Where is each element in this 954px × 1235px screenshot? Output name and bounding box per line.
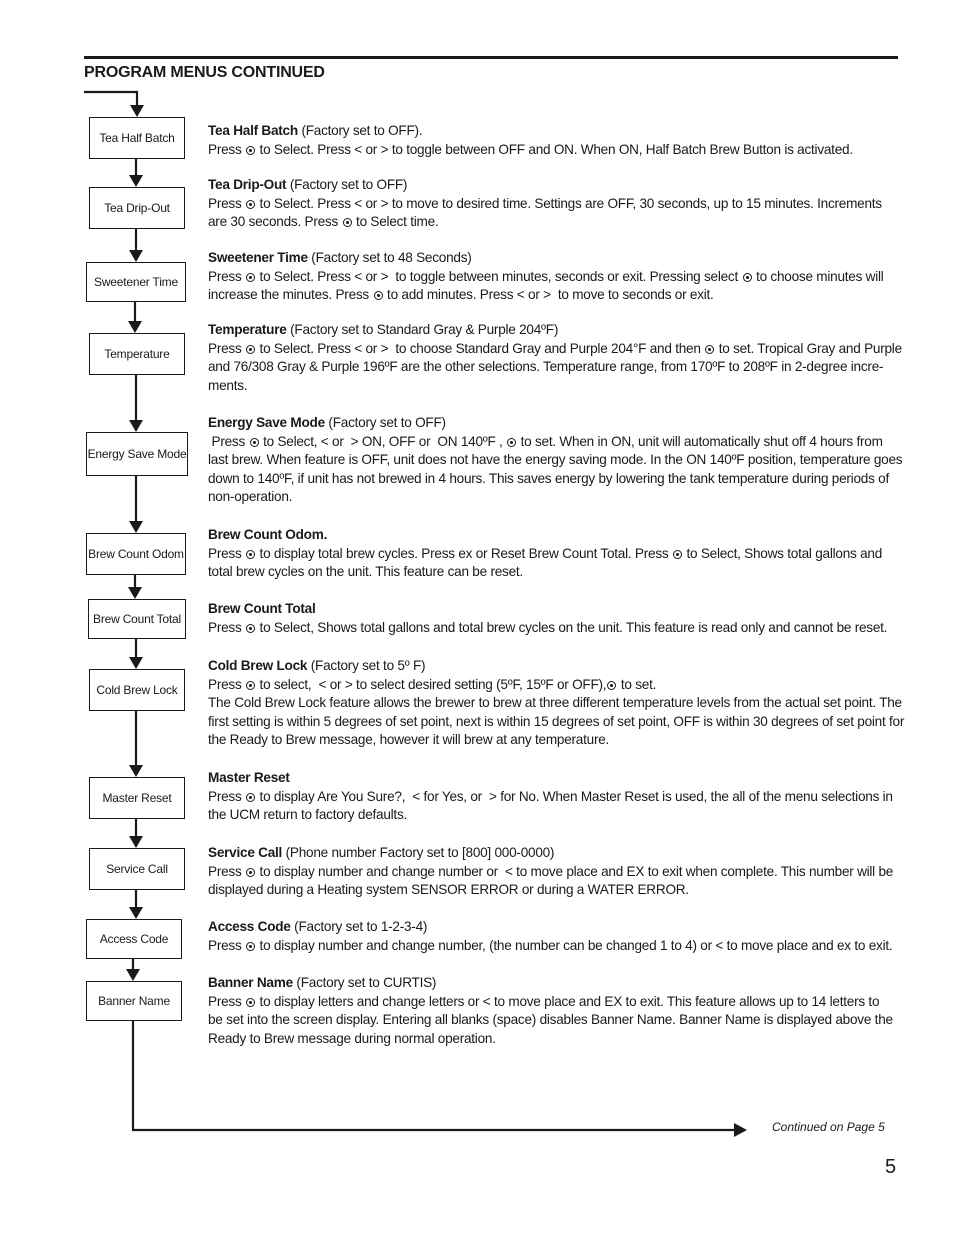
menu-factory-note: (Factory set to OFF)	[328, 415, 446, 430]
menu-heading: Tea Drip-Out	[208, 177, 287, 192]
arrowhead	[129, 521, 143, 533]
arrowhead	[129, 836, 143, 848]
arrowhead	[129, 907, 143, 919]
menu-desc-line: non-operation.	[208, 489, 293, 505]
menu-desc-brew-count-total	[208, 600, 898, 637]
menu-box-temperature: Temperature	[89, 333, 185, 375]
select-button-icon	[673, 550, 682, 559]
menu-desc-line: the UCM return to factory defaults.	[208, 807, 408, 823]
menu-desc-line: displayed during a Heating system SENSOR ERROR or during a WATER ERROR.	[208, 882, 689, 898]
menu-desc-line: Press to Select. Press < or > to toggle between minutes, seconds or exit. Pressing select to choose minutes will	[208, 268, 884, 284]
menu-heading: Access Code	[208, 919, 291, 934]
menu-heading: Tea Half Batch	[208, 123, 298, 138]
menu-heading: Banner Name	[208, 975, 293, 990]
menu-desc-line: ments.	[208, 377, 248, 393]
menu-box-access-code: Access Code	[86, 919, 182, 959]
menu-desc-line: Ready to Brew message during normal operation.	[208, 1030, 496, 1046]
menu-desc-line: The Cold Brew Lock feature allows the brewer to brew at three different temperature levels from the actual set point. The	[208, 695, 902, 711]
menu-desc-tea-half-batch	[208, 122, 898, 159]
select-button-icon	[246, 200, 255, 209]
menu-heading: Temperature	[208, 322, 287, 337]
menu-desc-master-reset	[208, 769, 898, 825]
menu-box-cold-brew-lock: Cold Brew Lock	[89, 669, 185, 711]
arrowhead	[126, 969, 140, 981]
arrowhead	[128, 321, 142, 333]
select-button-icon	[246, 942, 255, 951]
select-button-icon	[246, 550, 255, 559]
arrowhead	[129, 420, 143, 432]
menu-heading: Cold Brew Lock	[208, 658, 308, 673]
arrowhead	[129, 250, 143, 262]
menu-desc-line: be set into the screen display. Entering all blanks (space) disables Banner Name. Banner Name is displayed above the	[208, 1012, 893, 1028]
menu-desc-service-call	[208, 844, 898, 900]
page-title: PROGRAM MENUS CONTINUED	[84, 64, 325, 81]
menu-desc-line: Press to display Are You Sure?, < for Yes, or > for No. When Master Reset is used, the all of the menu selections in	[208, 788, 893, 804]
menu-desc-line: Press to select, < or > to select desired setting (5ºF, 15ºF or OFF), to set.	[208, 676, 657, 692]
select-button-icon	[343, 218, 352, 227]
menu-heading: Master Reset	[208, 770, 290, 785]
menu-desc-line: last brew. When feature is OFF, unit does not have the energy saving mode. In the ON 140ºF position, temperature goes	[208, 452, 903, 468]
menu-factory-note: (Factory set to OFF).	[301, 123, 423, 138]
menu-desc-line: first setting is within 5 degrees of set point, next is within 15 degrees of set point, OFF is within 30 degrees of set point for	[208, 713, 905, 729]
menu-heading: Sweetener Time	[208, 250, 308, 265]
menu-desc-line: total brew cycles on the unit. This feature can be reset.	[208, 564, 523, 580]
menu-desc-line: Press to Select. Press < or > to choose Standard Gray and Purple 204°F and then to set. Tropical Gray and Purple	[208, 340, 902, 356]
arrowhead	[128, 587, 142, 599]
menu-desc-line: and 76/308 Gray & Purple 196ºF are the other selections. Temperature range, from 170ºF to 208ºF in 2-degree incre-	[208, 359, 884, 375]
menu-box-tea-half-batch: Tea Half Batch	[89, 117, 185, 159]
select-button-icon	[246, 681, 255, 690]
menu-desc-sweetener-time	[208, 249, 898, 305]
continued-note: Continued on Page 5	[772, 1120, 885, 1134]
menu-desc-line: increase the minutes. Press to add minutes. Press < or > to move to seconds or exit.	[208, 287, 714, 303]
select-button-icon	[374, 291, 383, 300]
menu-desc-line: Press to Select. Press < or > to toggle between OFF and ON. When ON, Half Batch Brew Button is activated.	[208, 141, 853, 157]
menu-desc-line: Press to display number and change number, (the number can be changed 1 to 4) or < to move place and ex to exit.	[208, 937, 893, 953]
menu-desc-tea-drip-out	[208, 176, 898, 232]
arrowhead	[129, 765, 143, 777]
menu-box-service-call: Service Call	[89, 848, 185, 890]
menu-box-brew-count-total: Brew Count Total	[88, 599, 186, 639]
menu-desc-banner-name	[208, 974, 898, 1048]
menu-desc-temperature	[208, 321, 902, 395]
select-button-icon	[246, 146, 255, 155]
menu-desc-line: Press to display letters and change letters or < to move place and EX to exit. This feature allows up to 14 letters to	[208, 993, 880, 1009]
menu-factory-note: (Factory set to 48 Seconds)	[311, 250, 472, 265]
select-button-icon	[246, 273, 255, 282]
menu-heading: Brew Count Total	[208, 601, 316, 616]
menu-desc-cold-brew-lock	[208, 657, 905, 750]
menu-factory-note: (Factory set to Standard Gray & Purple 204ºF)	[290, 322, 559, 337]
arrowhead	[129, 657, 143, 669]
menu-desc-line: the Ready to Brew message, however it will brew at any temperature.	[208, 732, 610, 748]
menu-desc-energy-save-mode	[208, 414, 903, 507]
menu-heading: Energy Save Mode	[208, 415, 325, 430]
arrowhead	[129, 175, 143, 187]
menu-box-banner-name: Banner Name	[86, 981, 182, 1021]
select-button-icon	[507, 438, 516, 447]
menu-heading: Service Call	[208, 845, 283, 860]
select-button-icon	[250, 438, 259, 447]
menu-desc-line: Press to display total brew cycles. Press ex or Reset Brew Count Total. Press to Select, Shows total gallons and	[208, 545, 883, 561]
menu-box-sweetener-time: Sweetener Time	[86, 262, 186, 302]
menu-desc-line: are 30 seconds. Press to Select time.	[208, 214, 439, 230]
menu-desc-line: down to 140ºF, if unit has not brewed in 4 hours. This saves energy by lowering the tank temperature during periods of	[208, 470, 889, 486]
menu-box-master-reset: Master Reset	[89, 777, 185, 819]
select-button-icon	[705, 345, 714, 354]
menu-factory-note: (Factory set to OFF)	[289, 177, 408, 192]
menu-heading: Brew Count Odom.	[208, 527, 328, 542]
menu-desc-line: Press to Select, < or > ON, OFF or ON 140ºF , to set. When in ON, unit will automatically shut off 4 hours from	[208, 433, 883, 449]
select-button-icon	[607, 681, 616, 690]
menu-desc-line: Press to display number and change number or < to move place and EX to exit when complete. This number will be	[208, 863, 894, 879]
select-button-icon	[246, 998, 255, 1007]
menu-desc-line: Press to Select, Shows total gallons and total brew cycles on the unit. This feature is read only and cannot be reset.	[208, 619, 888, 635]
menu-factory-note: (Factory set to 5º F)	[310, 658, 426, 673]
menu-desc-brew-count-odom	[208, 526, 898, 582]
arrowhead	[130, 105, 144, 117]
select-button-icon	[743, 273, 752, 282]
menu-box-energy-save-mode: Energy Save Mode	[86, 432, 188, 476]
select-button-icon	[246, 624, 255, 633]
menu-factory-note: (Factory set to CURTIS)	[296, 975, 437, 990]
menu-desc-line: Press to Select. Press < or > to move to desired time. Settings are OFF, 30 seconds, up to 15 minutes. Increments	[208, 195, 882, 211]
select-button-icon	[246, 868, 255, 877]
select-button-icon	[246, 793, 255, 802]
menu-box-tea-drip-out: Tea Drip-Out	[89, 187, 185, 229]
arrowhead	[734, 1123, 747, 1137]
page-number: 5	[885, 1156, 897, 1178]
menu-desc-access-code	[208, 918, 898, 955]
menu-box-brew-count-odom: Brew Count Odom	[86, 533, 186, 575]
menu-factory-note: (Factory set to 1-2-3-4)	[294, 919, 428, 934]
select-button-icon	[246, 345, 255, 354]
menu-factory-note: (Phone number Factory set to [800] 000-0000)	[285, 845, 555, 860]
